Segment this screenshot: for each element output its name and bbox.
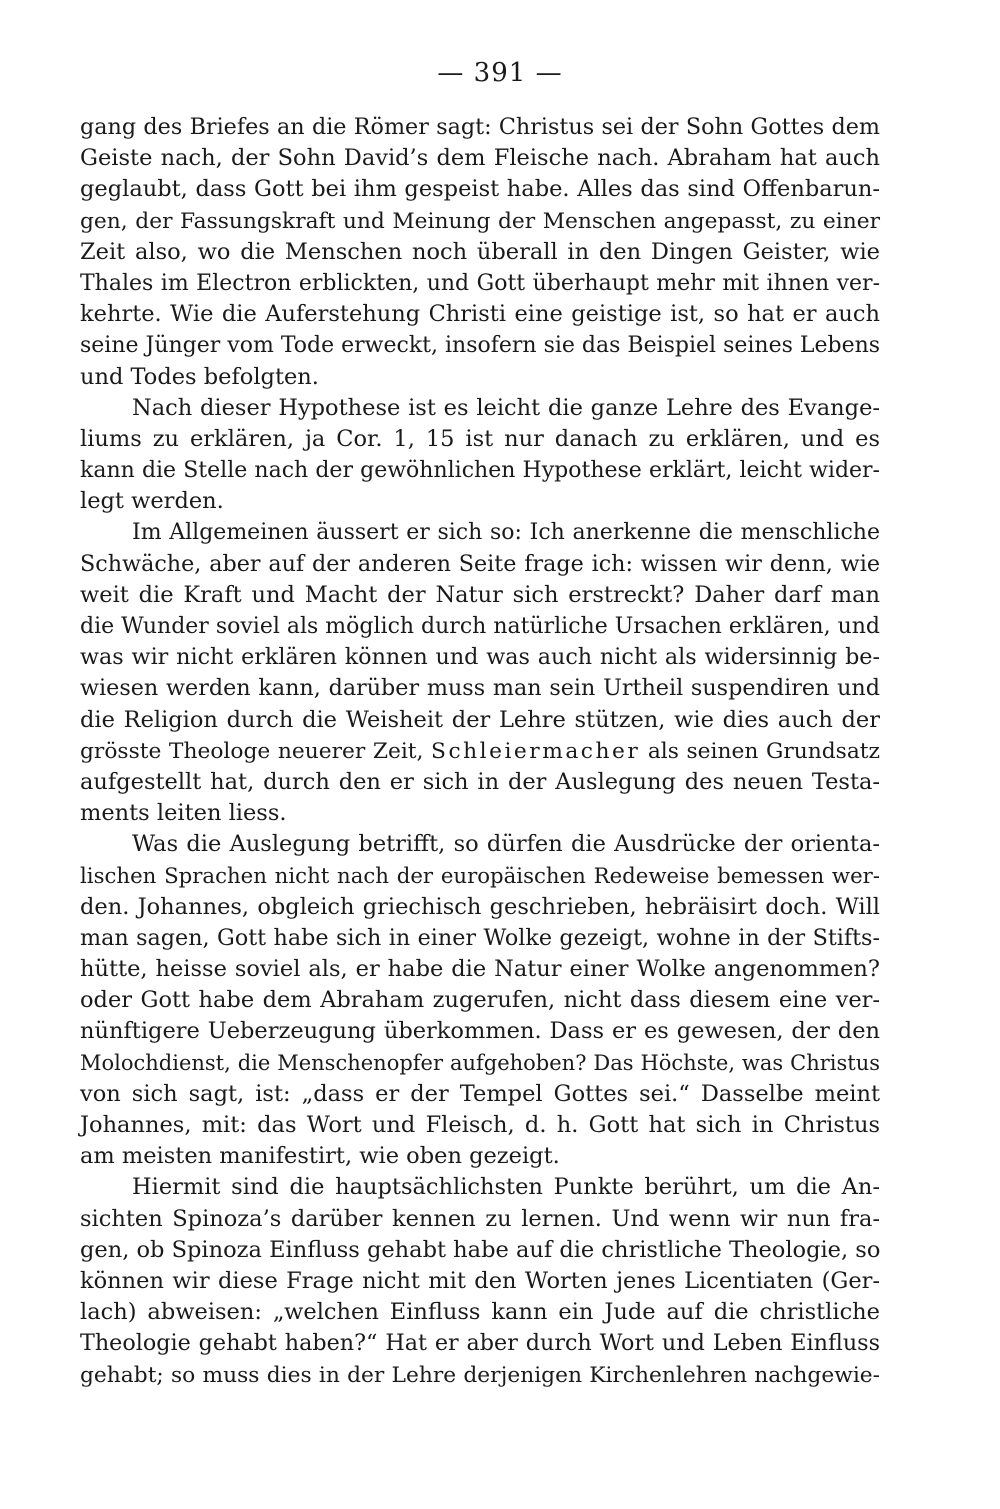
text-line: legt werden.: [80, 488, 224, 515]
text-line: man sagen, Gott habe sich in einer Wolke gezeigt, wohne in der Stifts-: [80, 924, 880, 951]
text-line: gehabt; so muss dies in der Lehre derjenigen Kirchenlehren nachgewie-: [80, 1362, 880, 1388]
page-number: — 391 —: [437, 58, 563, 88]
text-line: Was die Auslegung betrifft, so dürfen die Ausdrücke der orienta-: [132, 831, 880, 858]
text-line: gang des Briefes an die Römer sagt: Christus sei der Sohn Gottes dem: [80, 114, 880, 140]
text-line: gen, ob Spinoza Einfluss gehabt habe auf die christliche Theologie, so: [80, 1236, 881, 1263]
text-line: den. Johannes, obgleich griechisch geschrieben, hebräisirt doch. Will: [80, 893, 880, 920]
text-line: seine Jünger vom Tode erweckt, insofern sie das Beispiel seines Lebens: [80, 333, 881, 359]
text-line: Zeit also, wo die Menschen noch überall in den Dingen Geister, wie: [80, 238, 880, 265]
text-line: und Todes befolgten.: [80, 363, 319, 390]
text-line: wiesen werden kann, darüber muss man sein Urtheil suspendiren und: [80, 675, 880, 702]
text-line: Nach dieser Hypothese ist es leicht die ganze Lehre des Evange-: [132, 394, 880, 421]
body-text: [80, 112, 880, 1391]
text-line: gen, der Fassungskraft und Meinung der Menschen angepasst, zu einer: [80, 208, 880, 234]
text-line: können wir diese Frage nicht mit den Worten jenes Licentiaten (Ger-: [80, 1267, 880, 1294]
text-line: hütte, heisse soviel als, er habe die Natur einer Wolke angenommen?: [80, 956, 880, 983]
text-line: am meisten manifestirt, wie oben gezeigt.: [80, 1143, 560, 1170]
text-line: Hiermit sind die hauptsächlichsten Punkte berührt, um die An-: [132, 1174, 880, 1201]
text-line: Thales im Electron erblickten, und Gott überhaupt mehr mit ihnen ver-: [80, 270, 880, 296]
text-line: lach) abweisen: „welchen Einfluss kann ein Jude auf die christliche: [80, 1299, 880, 1326]
text-line: Schwäche, aber auf der anderen Seite frage ich: wissen wir denn, wie: [80, 550, 880, 577]
text-line: weit die Kraft und Macht der Natur sich erstreckt? Daher darf man: [80, 581, 880, 608]
text-line: sichten Spinoza’s darüber kennen zu lernen. Und wenn wir nun fra-: [80, 1205, 880, 1232]
text-fragment: grösste Theologe neuerer Zeit,: [80, 738, 424, 764]
text-line: kann die Stelle nach der gewöhnlichen Hypothese erklärt, leicht wider-: [80, 458, 880, 484]
text-line: kehrte. Wie die Auferstehung Christi eine geistige ist, so hat er auch: [80, 301, 880, 328]
text-line-composite: [80, 736, 880, 767]
text-fragment: als seinen Grundsatz: [647, 738, 881, 764]
text-line: lischen Sprachen nicht nach der europäischen Redeweise bemessen wer-: [80, 863, 880, 889]
spaced-name: Schleiermacher: [431, 738, 641, 764]
text-line: was wir nicht erklären können und was auch nicht als widersinnig be-: [80, 644, 880, 671]
text-line: Im Allgemeinen äussert er sich so: Ich anerkenne die menschliche: [132, 520, 880, 546]
text-line: die Religion durch die Weisheit der Lehre stützen, wie dies auch der: [80, 706, 880, 733]
text-line: ments leiten liess.: [80, 800, 287, 827]
text-line: Johannes, mit: das Wort und Fleisch, d. h. Gott hat sich in Christus: [80, 1112, 880, 1138]
text-line: von sich sagt, ist: „dass er der Tempel Gottes sei.“ Dasselbe meint: [80, 1080, 880, 1107]
text-line: nünftigere Ueberzeugung überkommen. Dass er es gewesen, der den: [80, 1018, 880, 1045]
text-line: aufgestellt hat, durch den er sich in der Auslegung des neuen Testa-: [80, 768, 880, 795]
text-line: Theologie gehabt haben?“ Hat er aber durch Wort und Leben Einfluss: [80, 1330, 880, 1357]
text-line: die Wunder soviel als möglich durch natürliche Ursachen erklären, und: [80, 614, 880, 639]
text-line: liums zu erklären, ja Cor. 1, 15 ist nur danach zu erklären, und es: [80, 425, 880, 452]
text-line: Geiste nach, der Sohn David’s dem Fleische nach. Abraham hat auch: [80, 145, 880, 172]
text-line: oder Gott habe dem Abraham zugerufen, nicht dass diesem eine ver-: [80, 987, 880, 1014]
text-line: Molochdienst, die Menschenopfer aufgehoben? Das Höchste, was Christus: [80, 1050, 880, 1075]
text-line: geglaubt, dass Gott bei ihm gespeist habe. Alles das sind Offenbarun-: [80, 176, 880, 203]
